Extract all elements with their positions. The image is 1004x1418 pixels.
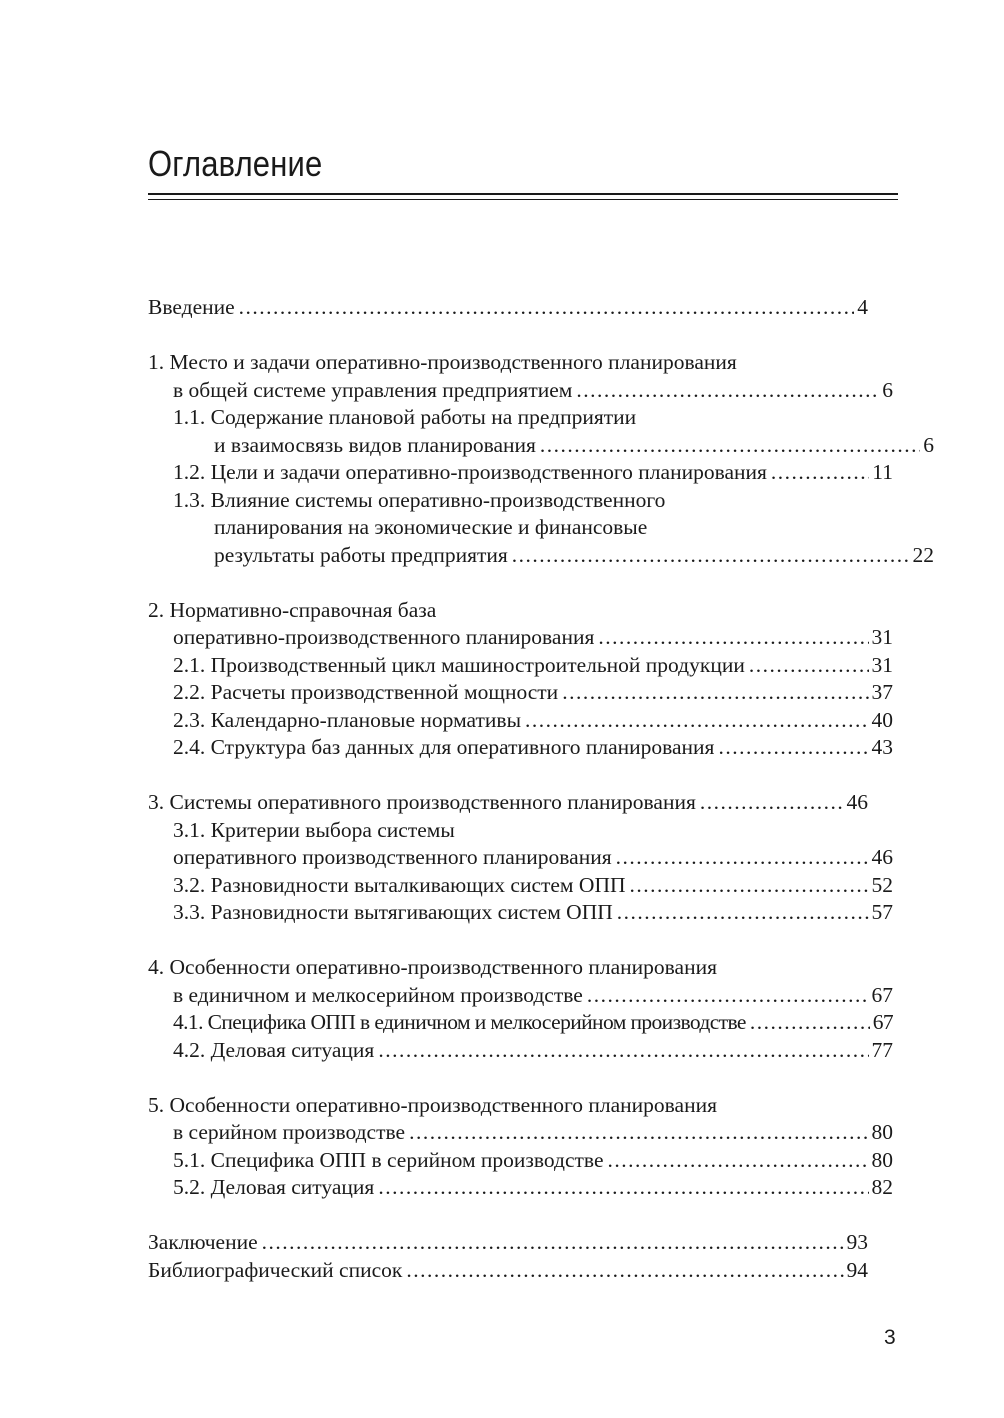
toc-section-3-1-title[interactable]: 3.1. Критерии выбора системы (173, 818, 455, 842)
toc-entry-text: и взаимосвязь видов планирования (214, 433, 536, 457)
toc-page-number: 82 (871, 1175, 893, 1199)
leader-dots (617, 898, 869, 926)
toc-chapter-2[interactable] (148, 623, 893, 651)
toc-section-1-3-title-cont[interactable]: планирования на экономические и финансовые (214, 515, 648, 539)
toc-section-1-1[interactable] (148, 431, 934, 459)
toc-section-1-3[interactable] (148, 541, 934, 569)
toc-entry-text: 2.2. Расчеты производственной мощности (173, 680, 559, 704)
page-title: Оглавление (148, 143, 323, 184)
toc-section-1-2[interactable] (148, 458, 893, 486)
toc-entry-text: 3. Системы оперативного производственного планирования (148, 790, 696, 814)
toc-page-number: 52 (871, 873, 893, 897)
leader-dots (262, 1228, 844, 1256)
toc-entry-text: 2.1. Производственный цикл машиностроительной продукции (173, 653, 745, 677)
toc-entry-intro[interactable] (148, 293, 868, 321)
toc-chapter-4-title[interactable]: 4. Особенности оперативно-производственного планирования (148, 955, 717, 979)
leader-dots (700, 788, 844, 816)
toc-chapter-5[interactable] (148, 1118, 893, 1146)
toc-page-number: 80 (871, 1120, 893, 1144)
toc-page-number: 31 (871, 653, 893, 677)
toc-section-2-4[interactable] (148, 733, 893, 761)
toc-page-number: 46 (871, 845, 893, 869)
leader-dots (616, 843, 869, 871)
toc-section-1-3-title[interactable]: 1.3. Влияние системы оперативно-производственного (173, 488, 666, 512)
toc-chapter-1-title[interactable]: 1. Место и задачи оперативно-производственного планирования (148, 350, 737, 374)
toc-entry-text: 5.2. Деловая ситуация (173, 1175, 375, 1199)
toc-entry-text: в единичном и мелкосерийном производстве (173, 983, 583, 1007)
leader-dots (562, 678, 868, 706)
toc-page-number: 77 (871, 1038, 893, 1062)
toc-page-number: 40 (871, 708, 893, 732)
toc-entry-text: Введение (148, 295, 235, 319)
toc-chapter-1[interactable] (148, 376, 893, 404)
toc-entry-text: в серийном производстве (173, 1120, 406, 1144)
leader-dots (525, 706, 868, 734)
toc-section-2-2[interactable] (148, 678, 893, 706)
leader-dots (540, 431, 920, 459)
toc-section-3-2[interactable] (148, 871, 893, 899)
toc-section-5-2[interactable] (148, 1173, 893, 1201)
page-number: 3 (884, 1326, 896, 1349)
toc-page-number: 57 (871, 900, 893, 924)
toc-entry-text: в общей системе управления предприятием (173, 378, 573, 402)
leader-dots (576, 376, 879, 404)
toc-entry-text: 5.1. Специфика ОПП в серийном производстве (173, 1148, 604, 1172)
toc-section-2-1[interactable] (148, 651, 893, 679)
toc-page-number: 6 (923, 433, 934, 457)
leader-dots (749, 651, 869, 679)
toc-section-3-1[interactable] (148, 843, 893, 871)
toc-section-4-1[interactable] (148, 1008, 893, 1036)
leader-dots (750, 1008, 870, 1036)
toc-page-number: 11 (872, 460, 893, 484)
toc-page-number: 67 (872, 1010, 893, 1034)
toc-page-number: 46 (846, 790, 868, 814)
toc-page-number: 4 (857, 295, 868, 319)
toc-page-number: 37 (871, 680, 893, 704)
toc-entry-conclusion[interactable] (148, 1228, 868, 1256)
leader-dots (378, 1036, 868, 1064)
toc-page-number: 31 (871, 625, 893, 649)
toc-section-5-1[interactable] (148, 1146, 893, 1174)
toc-page-number: 93 (846, 1230, 868, 1254)
toc-chapter-5-title[interactable]: 5. Особенности оперативно-производственного планирования (148, 1093, 717, 1117)
toc-entry-text: 2.4. Структура баз данных для оперативного планирования (173, 735, 715, 759)
leader-dots (239, 293, 855, 321)
toc-section-4-2[interactable] (148, 1036, 893, 1064)
toc-page-number: 43 (871, 735, 893, 759)
title-rule-bottom (148, 199, 898, 200)
toc-page-number: 67 (871, 983, 893, 1007)
toc-entry-text: оперативно-производственного планирования (173, 625, 595, 649)
toc-entry-text: 2.3. Календарно-плановые нормативы (173, 708, 522, 732)
toc-entry-text: 4.1. Специфика ОПП в единичном и мелкосерийном производстве (173, 1010, 746, 1034)
leader-dots (771, 458, 869, 486)
toc-entry-text: 3.3. Разновидности вытягивающих систем ОПП (173, 900, 613, 924)
toc-entry-text: Заключение (148, 1230, 258, 1254)
title-rule-top (148, 193, 898, 195)
toc-entry-text: Библиографический список (148, 1258, 403, 1282)
toc-chapter-4[interactable] (148, 981, 893, 1009)
toc-section-1-1-title[interactable]: 1.1. Содержание плановой работы на предприятии (173, 405, 637, 429)
toc-entry-text: 1.2. Цели и задачи оперативно-производственного планирования (173, 460, 767, 484)
leader-dots (608, 1146, 869, 1174)
leader-dots (409, 1118, 868, 1146)
toc-chapter-2-title[interactable]: 2. Нормативно-справочная база (148, 598, 437, 622)
leader-dots (512, 541, 910, 569)
leader-dots (630, 871, 869, 899)
toc-entry-text: результаты работы предприятия (214, 543, 508, 567)
leader-dots (718, 733, 868, 761)
toc-page-number: 94 (846, 1258, 868, 1282)
toc-entry-text: 3.2. Разновидности выталкивающих систем ОПП (173, 873, 626, 897)
toc-page-number: 80 (871, 1148, 893, 1172)
toc-chapter-3[interactable] (148, 788, 868, 816)
toc-section-2-3[interactable] (148, 706, 893, 734)
leader-dots (406, 1256, 843, 1284)
toc-entry-text: оперативного производственного планирования (173, 845, 612, 869)
leader-dots (598, 623, 868, 651)
leader-dots (378, 1173, 868, 1201)
toc-page-number: 6 (882, 378, 893, 402)
toc-page-number: 22 (912, 543, 934, 567)
leader-dots (587, 981, 869, 1009)
toc-entry-bibliography[interactable] (148, 1256, 868, 1284)
toc-section-3-3[interactable] (148, 898, 893, 926)
toc-entry-text: 4.2. Деловая ситуация (173, 1038, 375, 1062)
